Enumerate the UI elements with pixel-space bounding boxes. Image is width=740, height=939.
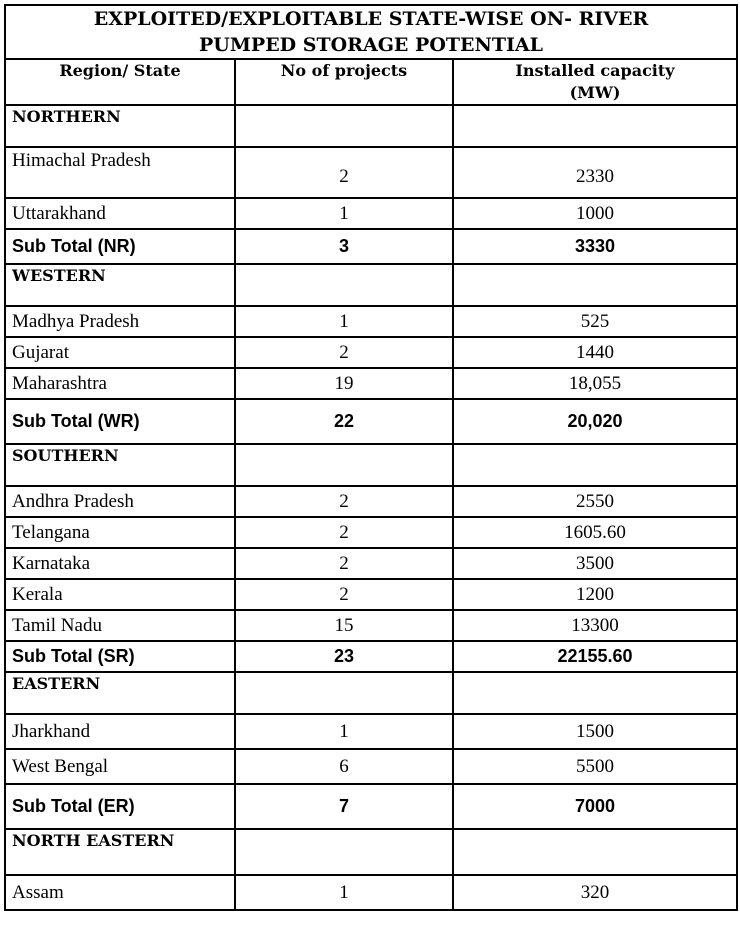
empty-cell: [235, 264, 453, 306]
region-row-eastern: [5, 672, 737, 714]
region-name: EASTERN: [5, 672, 235, 714]
table-row: [5, 749, 737, 784]
table-row: [5, 368, 737, 399]
projects-value: 1: [235, 875, 453, 910]
empty-cell: [235, 829, 453, 875]
title-line-2: PUMPED STORAGE POTENTIAL: [199, 34, 543, 56]
region-name: NORTH EASTERN: [5, 829, 235, 875]
title-line-1: EXPLOITED/EXPLOITABLE STATE-WISE ON- RIVER: [93, 8, 649, 30]
subtotal-row: [5, 229, 737, 264]
subtotal-label: Sub Total (NR): [5, 229, 235, 264]
empty-cell: [235, 672, 453, 714]
projects-value: 1: [235, 198, 453, 229]
state-name: Madhya Pradesh: [5, 306, 235, 337]
pumped-storage-table: [4, 4, 738, 911]
subtotal-row: [5, 784, 737, 829]
table-row: [5, 486, 737, 517]
capacity-value: 3500: [453, 548, 737, 579]
projects-value: 2: [235, 337, 453, 368]
table-title: [5, 5, 737, 59]
empty-cell: [235, 105, 453, 147]
projects-value: 15: [235, 610, 453, 641]
region-row-north-eastern: [5, 829, 737, 875]
empty-cell: [453, 444, 737, 486]
region-row-western: [5, 264, 737, 306]
region-name: NORTHERN: [5, 105, 235, 147]
capacity-value: 525: [453, 306, 737, 337]
header-installed-capacity-line1: Installed capacity: [515, 61, 675, 80]
table-row: [5, 337, 737, 368]
subtotal-capacity: 22155.60: [453, 641, 737, 672]
table-row: [5, 147, 737, 198]
state-name: Tamil Nadu: [5, 610, 235, 641]
projects-value: 2: [235, 147, 453, 198]
subtotal-capacity: 3330: [453, 229, 737, 264]
capacity-value: 18,055: [453, 368, 737, 399]
region-name: WESTERN: [5, 264, 235, 306]
empty-cell: [453, 264, 737, 306]
state-name: Himachal Pradesh: [5, 147, 235, 198]
subtotal-projects: 23: [235, 641, 453, 672]
projects-value: 6: [235, 749, 453, 784]
state-name: Uttarakhand: [5, 198, 235, 229]
title-row: [5, 5, 737, 59]
empty-cell: [453, 105, 737, 147]
capacity-value: 13300: [453, 610, 737, 641]
state-name: West Bengal: [5, 749, 235, 784]
subtotal-label: Sub Total (WR): [5, 399, 235, 444]
header-row: [5, 59, 737, 105]
table-row: [5, 306, 737, 337]
region-row-southern: [5, 444, 737, 486]
table-row: [5, 714, 737, 749]
region-name: SOUTHERN: [5, 444, 235, 486]
projects-value: 1: [235, 714, 453, 749]
table-row: [5, 548, 737, 579]
projects-value: 1: [235, 306, 453, 337]
projects-value: 2: [235, 486, 453, 517]
subtotal-projects: 7: [235, 784, 453, 829]
state-name: Kerala: [5, 579, 235, 610]
state-name: Telangana: [5, 517, 235, 548]
header-region-state: Region/ State: [5, 59, 235, 105]
empty-cell: [453, 672, 737, 714]
capacity-value: 2330: [453, 147, 737, 198]
state-name: Andhra Pradesh: [5, 486, 235, 517]
state-name: Maharashtra: [5, 368, 235, 399]
state-name: Jharkhand: [5, 714, 235, 749]
capacity-value: 5500: [453, 749, 737, 784]
empty-cell: [235, 444, 453, 486]
subtotal-row: [5, 641, 737, 672]
header-installed-capacity: [453, 59, 737, 105]
subtotal-row: [5, 399, 737, 444]
projects-value: 2: [235, 548, 453, 579]
capacity-value: 1605.60: [453, 517, 737, 548]
table-row: [5, 517, 737, 548]
subtotal-label: Sub Total (ER): [5, 784, 235, 829]
state-name: Gujarat: [5, 337, 235, 368]
state-name: Assam: [5, 875, 235, 910]
subtotal-capacity: 7000: [453, 784, 737, 829]
table-row: [5, 875, 737, 910]
empty-cell: [453, 829, 737, 875]
table-row: [5, 579, 737, 610]
projects-value: 19: [235, 368, 453, 399]
subtotal-projects: 22: [235, 399, 453, 444]
capacity-value: 1440: [453, 337, 737, 368]
subtotal-capacity: 20,020: [453, 399, 737, 444]
capacity-value: 1200: [453, 579, 737, 610]
projects-value: 2: [235, 579, 453, 610]
region-row-northern: [5, 105, 737, 147]
header-installed-capacity-line2: (MW): [569, 83, 621, 102]
capacity-value: 1500: [453, 714, 737, 749]
header-no-of-projects: No of projects: [235, 59, 453, 105]
capacity-value: 1000: [453, 198, 737, 229]
subtotal-projects: 3: [235, 229, 453, 264]
subtotal-label: Sub Total (SR): [5, 641, 235, 672]
table-row: [5, 198, 737, 229]
table-row: [5, 610, 737, 641]
projects-value: 2: [235, 517, 453, 548]
capacity-value: 2550: [453, 486, 737, 517]
state-name: Karnataka: [5, 548, 235, 579]
capacity-value: 320: [453, 875, 737, 910]
